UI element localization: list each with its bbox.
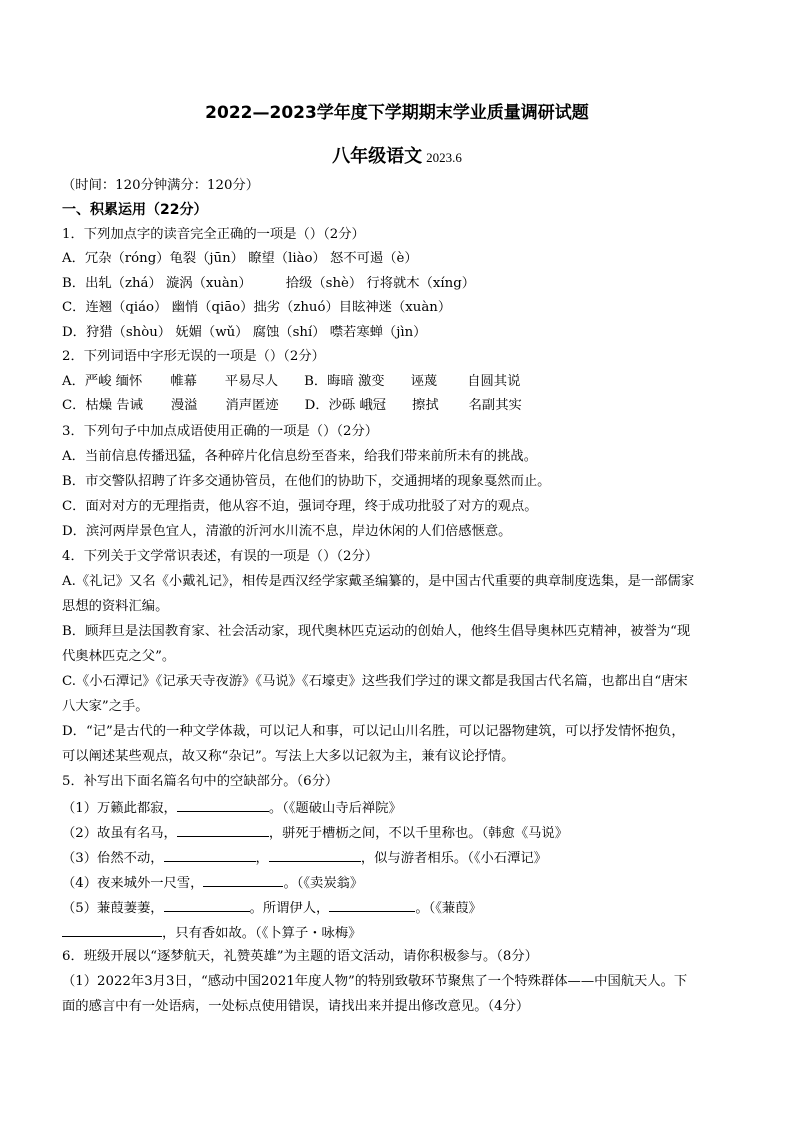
option-a-word3: 平易尽人	[224, 374, 279, 389]
item-1-source: 。（《题破山寺后禅院》	[268, 801, 402, 816]
exam-title: 2022—2023学年度下学期期末学业质量调研试题	[205, 103, 589, 123]
answer-blank[interactable]	[329, 899, 415, 912]
question-1-stem: 1．下列加点字的读音完全正确的一项是（）（2分）	[62, 227, 365, 242]
item-6-source: ，只有香如故。（《卜算子・咏梅》	[162, 926, 362, 941]
question-2-stem: 2．下列词语中字形无误的一项是（）（2分）	[62, 349, 325, 364]
option-c-word3: 消声匿迹	[225, 398, 279, 413]
answer-blank[interactable]	[177, 799, 269, 812]
exam-info: （时间：120分钟满分：120分）	[62, 178, 260, 193]
option-b-part1: B．出轧（zhá） 漩涡（xuàn）	[62, 276, 252, 291]
question-6-prompt: （1）2022年3月3日，“感动中国2021年度人物”的特别致敬环节聚焦了一个特殊群体——中国航天人。下	[62, 974, 688, 989]
item-2-text: （2）故虽有名马，	[62, 826, 177, 841]
question-2-row-ab	[62, 374, 520, 390]
option-d-word2: 擦拭	[412, 398, 439, 413]
question-4-option-b: B．顾拜旦是法国教育家、社会活动家，现代奥林匹克运动的创始人，他终生倡导奥林匹克精神，被誉为“现	[62, 624, 691, 639]
question-2-row-cd	[62, 398, 522, 414]
item-3-text: （3）佁然不动，	[62, 851, 164, 866]
question-5-item-4	[62, 874, 363, 892]
answer-blank[interactable]	[62, 924, 162, 937]
question-3-option-c: C．面对对方的无理指责，他从容不迫，强词夺理，终于成功批驳了对方的观点。	[62, 499, 538, 514]
item-4-source: 。（《卖炭翁》	[283, 876, 364, 891]
subject-name: 八年级语文	[332, 146, 423, 167]
question-4-option-a-cont: 思想的资料汇编。	[62, 599, 169, 614]
question-5-item-3	[62, 849, 547, 867]
question-3-stem: 3．下列句子中加点成语使用正确的一项是（）（2分）	[62, 424, 379, 439]
question-4-option-c: C.《小石潭记》《记承天寺夜游》《马说》《石壕吏》这些我们学过的课文都是我国古代名篇，也都出自“唐宋	[62, 674, 688, 689]
item-4-text: （4）夜来城外一尺雪，	[62, 876, 204, 891]
option-b-part2: 拾级（shè） 行将就木（xíng）	[285, 276, 476, 291]
item-1-text: （1）万籁此都寂，	[62, 801, 177, 816]
question-6-prompt-cont: 面的感言中有一处语病，一处标点使用错误，请找出来并提出修改意见。（4分）	[62, 999, 530, 1014]
question-5-stem: 5．补写出下面名篇名句中的空缺部分。（6分）	[62, 774, 339, 789]
option-c-word2: 漫溢	[170, 398, 198, 413]
question-4-option-c-cont: 八大家”之手。	[62, 699, 149, 714]
question-5-item-6	[62, 924, 361, 942]
item-5-text: （5）蒹葭萋萋，	[62, 901, 164, 916]
question-5-item-1	[62, 799, 402, 817]
option-a: A．严峻 缅怀	[62, 374, 143, 389]
question-4-stem: 4．下列关于文学常识表述，有误的一项是（）（2分）	[62, 549, 379, 564]
question-4-option-a: A.《礼记》又名《小戴礼记》，相传是西汉经学家戴圣编纂的，是中国古代重要的典章制度选集，是一部儒家	[62, 574, 695, 589]
item-3-source: ，似与游者相乐。（《小石潭记》	[360, 851, 547, 866]
question-1-option-d: D．狩猎（shòu） 妩媚（wǔ） 腐蚀（shí） 噤若寒蝉（jìn）	[62, 325, 427, 340]
section-heading: 一、积累运用（22分）	[62, 202, 208, 218]
question-1-option-a: A．冗杂（róng）龟裂（jūn） 瞭望（liào） 怒不可遏（è）	[62, 251, 418, 266]
option-b: B．晦暗 激变	[304, 374, 385, 389]
question-6-stem: 6．班级开展以“逐梦航天，礼赞英雄”为主题的语文活动，请你积极参与。（8分）	[62, 949, 538, 964]
question-4-option-b-cont: 代奥林匹克之父”。	[62, 649, 176, 664]
option-b-word2: 诬蔑	[410, 374, 438, 389]
question-5-item-5	[62, 899, 482, 917]
question-1-option-c: C．连翘（qiáo） 幽悄（qiāo）拙劣（zhuó）目眩神迷（xuàn）	[62, 300, 452, 315]
question-4-option-d-cont: 可以阐述某些观点，故又称“杂记”。写法上大多以记叙为主，兼有议论抒情。	[62, 749, 515, 764]
option-d-word3: 名副其实	[468, 398, 522, 413]
question-1-option-b	[62, 276, 475, 292]
question-3-option-d: D．滨河两岸景色宜人，清澈的沂河水川流不息，岸边休闲的人们倍感惬意。	[62, 524, 512, 539]
item-2-source: ，骈死于槽枥之间，不以千里称也。（韩愈《马说》	[268, 826, 569, 841]
answer-blank[interactable]	[203, 874, 283, 887]
question-4-option-d: D．“记”是古代的一种文学体裁，可以记人和事，可以记山川名胜，可以记器物建筑，可以抒发情怀抱负，	[62, 724, 685, 739]
option-d: D．沙砾 峨冠	[304, 398, 387, 413]
answer-blank[interactable]	[269, 849, 361, 862]
option-c: C．枯燥 告诫	[62, 398, 143, 413]
answer-blank[interactable]	[164, 849, 256, 862]
exam-date: 2023.6	[426, 150, 462, 165]
option-a-word2: 帷幕	[170, 374, 197, 389]
answer-blank[interactable]	[177, 824, 269, 837]
item-5-mid: 。所谓伊人，	[249, 901, 330, 916]
item-5-source: 。（《蒹葭》	[415, 901, 482, 916]
question-5-item-2	[62, 824, 568, 842]
exam-subtitle	[0, 142, 794, 168]
option-b-word3: 自圆其说	[467, 374, 521, 389]
answer-blank[interactable]	[164, 899, 250, 912]
item-3-comma: ，	[255, 851, 269, 866]
question-3-option-b: B．市交警队招聘了许多交通协管员，在他们的协助下，交通拥堵的现象戛然而止。	[62, 474, 551, 489]
question-3-option-a: A．当前信息传播迅猛，各种碎片化信息纷至沓来，给我们带来前所未有的挑战。	[62, 449, 537, 464]
